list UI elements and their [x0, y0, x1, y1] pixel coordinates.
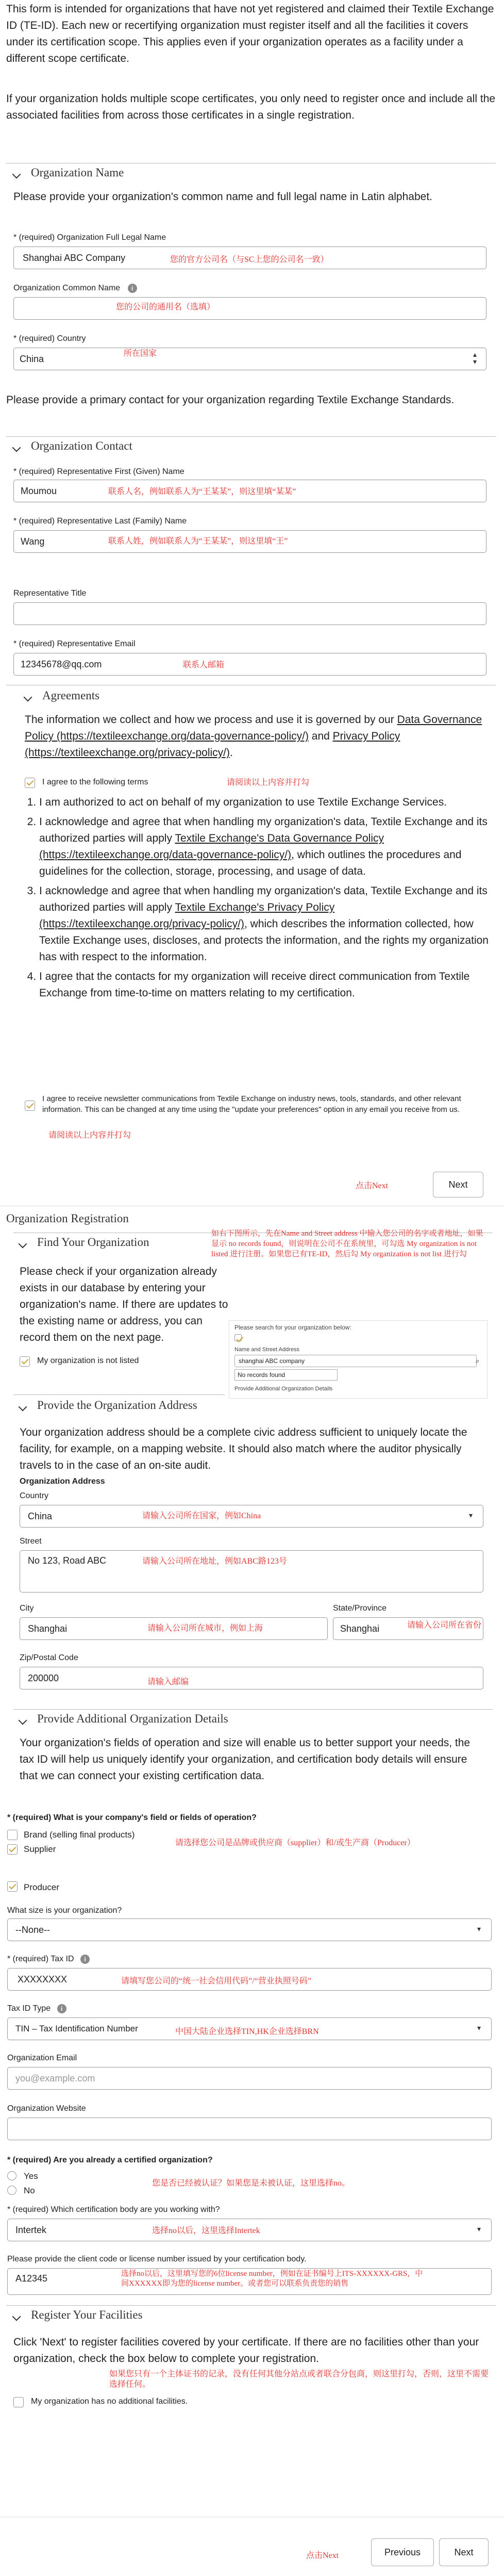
cb-value: Intertek — [15, 2225, 47, 2235]
tax-type-label — [7, 2004, 66, 2013]
info-icon[interactable]: i — [57, 2004, 66, 2013]
size-label: What size is your organization? — [7, 1906, 122, 1915]
full-legal-name-value: Shanghai ABC Company — [23, 253, 126, 263]
agreement-item-3-text-end: , which describes the information collected, how Textile Exchange uses, discloses, and protects the information, and the rights my organization has with respect to the information. — [39, 918, 489, 963]
supplier-checkbox[interactable] — [7, 1844, 18, 1855]
agreement-item-3-text: I acknowledge and agree that when handling my organization's data, Textile Exchange and its authorized parties will apply — [39, 885, 488, 913]
next-button[interactable]: Next — [439, 2538, 489, 2566]
rep-title-input[interactable] — [13, 602, 486, 625]
annotation: 您的官方公司名（与SC上您的公司名一致） — [170, 255, 329, 264]
country-value: China — [20, 354, 44, 364]
privacy-policy-link[interactable]: Privacy Policy (https://textileexchange.org/privacy-policy/) — [25, 730, 400, 759]
annotation: 请输入公司所在地址，例如ABC路123号 — [142, 1557, 287, 1566]
zip-label: Zip/Postal Code — [20, 1653, 78, 1662]
intro-paragraph-1: This form is intended for organizations that have not yet registered and claimed their Textile Exchange ID (TE-ID). Each new or recertifying organization must register itself and all the facilities it covers under its certification scope. This applies even if your organization operates as a facility under a different scope certificate. — [6, 3, 494, 64]
producer-checkbox[interactable] — [7, 1881, 18, 1892]
field-question: * (required) What is your company's field or fields of operation? — [7, 1813, 257, 1822]
org-name-description: Please provide your organization's common name and full legal name in Latin alphabet. — [13, 191, 433, 203]
privacy-policy-link-2[interactable]: Textile Exchange's Privacy Policy (https://textileexchange.org/privacy-policy/) — [39, 901, 335, 930]
tax-id-label — [7, 1955, 90, 1964]
find-description: Please check if your organization already exists in our database by entering your organization's name. If there are updates to the existing name or address, you can record them on the next page. — [20, 1266, 228, 1343]
no-additional-facilities-checkbox[interactable] — [13, 2397, 24, 2407]
info-icon[interactable]: i — [80, 1955, 90, 1964]
agreement-item-1: 1. I am authorized to act on behalf of my organization to use Textile Exchange Services. — [39, 794, 489, 811]
cb-label: * (required) Which certification body are you working with? — [7, 2205, 220, 2214]
divider — [6, 2305, 496, 2306]
mini-heading: Please search for your organization below: — [234, 1324, 351, 1331]
agree-terms-checkbox[interactable] — [25, 778, 35, 788]
last-name-value: Wang — [21, 536, 45, 547]
annotation: 请输入公司所在城市，例如上海 — [147, 1624, 263, 1633]
intro-paragraph-2: If your organization holds multiple scope certificates, you only need to register once and include all the associated facilities from across those certificates in a single registration. — [6, 93, 496, 121]
certified-no-label: No — [24, 2186, 35, 2195]
data-governance-policy-link[interactable]: Textile Exchange's Data Governance Policy (https://textileexchange.org/data-governance-policy/) — [39, 832, 384, 861]
org-email-placeholder: you@example.com — [15, 2073, 95, 2083]
tax-id-value: XXXXXXXX — [18, 1974, 68, 1984]
section-title: Register Your Facilities — [31, 2308, 143, 2321]
not-listed-checkbox[interactable] — [20, 1356, 30, 1367]
annotation: 选择no以后，这里填写您的6位license number，例如在证书编号上ITS-XXXXXX-GRS，中间XXXXXX即为您的license number。或者您可以联系负责您的销售 — [121, 2270, 423, 2288]
section-title: Find Your Organization — [37, 1236, 149, 1249]
next-button[interactable]: Next — [433, 1172, 483, 1197]
agreements-and: and — [308, 730, 333, 742]
divider — [13, 1394, 225, 1395]
mini-field-label: Name and Street Address — [234, 1347, 299, 1353]
contact-intro: Please provide a primary contact for your organization regarding Textile Exchange Standards. — [6, 394, 455, 406]
chevron-down-icon — [19, 1716, 27, 1725]
full-legal-name-label: * (required) Organization Full Legal Name — [13, 233, 166, 242]
certified-yes-radio[interactable] — [7, 2171, 16, 2180]
address-description: Your organization address should be a complete civic address sufficient to uniquely locate the facility, for example, on a mapping website. It should also match where the auditor physically travels to in the case of an on-site audit. — [20, 1426, 467, 1471]
divider — [6, 436, 496, 437]
divider — [13, 1709, 493, 1710]
agreements-intro — [25, 712, 489, 761]
org-website-label: Organization Website — [7, 2104, 86, 2113]
email-value: 12345678@qq.com — [21, 659, 102, 669]
annotation: 请填写您公司的“统一社会信用代码”/“营业执照号码” — [121, 1977, 311, 1986]
agreement-item-2-text: I acknowledge and agree that when handling my organization's data, Textile Exchange and its authorized parties will apply — [39, 816, 488, 844]
mini-provide: Provide Additional Organization Details — [234, 1386, 333, 1392]
first-name-label: * (required) Representative First (Given) Name — [13, 467, 184, 476]
tax-id-label-text: * (required) Tax ID — [7, 1955, 74, 1964]
annotation: 如右下图所示，先在Name and Street address 中输入您公司的名字或者地址，如果显示 no records found，则说明在公司不在系统里，可勾选 My organization is not listed 进行注册。如果您已有TE-ID，然后勾 My organization is not list 进行勾 — [211, 1229, 483, 1258]
state-label: State/Province — [333, 1604, 387, 1613]
chevron-down-icon — [24, 693, 32, 702]
chevron-down-icon: ▾ — [477, 2225, 481, 2233]
country-label: * (required) Country — [13, 334, 86, 343]
tax-type-value: TIN – Tax Identification Number — [15, 2024, 138, 2033]
data-governance-link[interactable]: Data Governance Policy (https://textileexchange.org/data-governance-policy/) — [25, 714, 482, 742]
street-label: Street — [20, 1537, 42, 1546]
size-value: --None-- — [15, 1925, 51, 1935]
zip-value: 200000 — [28, 1673, 59, 1683]
address-heading: Organization Address — [20, 1477, 105, 1486]
common-name-input[interactable] — [13, 297, 486, 320]
addr-country-value: China — [28, 1511, 53, 1521]
annotation: 请输入邮编 — [147, 1678, 189, 1686]
search-example-screenshot — [229, 1320, 488, 1399]
city-value: Shanghai — [28, 1623, 68, 1634]
agreement-item-2-text-end: , which outlines the procedures and guidelines for the collection, storage, processing, and usage of data. — [39, 849, 462, 877]
no-additional-facilities-label: My organization has no additional facilities. — [31, 2397, 188, 2406]
newsletter-label: I agree to receive newsletter communications from Textile Exchange on industry news, tools, standards, and other relevant information. This can be changed at any time using the "update your preferences" option in any email you receive from us. — [42, 1094, 461, 1114]
brand-checkbox[interactable] — [7, 1830, 18, 1840]
size-select[interactable] — [7, 1918, 492, 1941]
chevron-down-icon — [12, 2312, 21, 2321]
state-value: Shanghai — [340, 1623, 380, 1634]
producer-label: Producer — [24, 1882, 59, 1892]
certified-question: * (required) Are you already a certified organization? — [7, 2156, 213, 2164]
annotation: 您是否已经被认证？如果您是未被认证，这里选择no。 — [152, 2179, 350, 2188]
annotation: 如果您只有一个主体证书的记录，没有任何其他分站点或者联合分包商，则这里打勾，否则，这里不需要选择任何。 — [109, 2370, 489, 2389]
section-title: Organization Contact — [31, 439, 132, 452]
mini-result: No records found — [238, 1371, 285, 1379]
certified-yes-label: Yes — [24, 2171, 38, 2181]
info-icon[interactable]: i — [128, 284, 137, 293]
section-title: Agreements — [42, 689, 100, 702]
annotation: 联系人名，例如联系人为“王某某”，则这里填“某某” — [108, 487, 296, 496]
annotation: 中国大陆企业选择TIN,HK企业选择BRN — [175, 2027, 319, 2036]
annotation: 请输入公司所在国家，例如China — [142, 1512, 261, 1520]
agreements-intro-text: The information we collect and how we process and use it is governed by our — [25, 714, 397, 726]
zip-input[interactable] — [20, 1667, 483, 1689]
annotation: 所在国家 — [124, 349, 157, 358]
addr-country-label: Country — [20, 1491, 49, 1500]
annotation: 点击Next — [356, 1182, 389, 1190]
chevron-down-icon: ▾ — [477, 2024, 481, 2032]
section-title: Provide Additional Organization Details — [37, 1712, 228, 1725]
org-website-input[interactable] — [7, 2118, 492, 2140]
agreement-item-4: 4. I agree that the contacts for my organization will receive direct communication from Textile Exchange from time-to-time on matters relating to my certification. — [39, 969, 489, 1002]
common-name-label-text: Organization Common Name — [13, 284, 121, 293]
agreements-period: . — [230, 747, 233, 759]
org-email-label: Organization Email — [7, 2054, 77, 2062]
chevron-down-icon — [12, 444, 21, 452]
street-value: No 123, Road ABC — [28, 1555, 107, 1566]
previous-button[interactable]: Previous — [371, 2538, 434, 2566]
agreement-item-2 — [39, 814, 489, 880]
city-label: City — [20, 1604, 34, 1613]
rep-title-label: Representative Title — [13, 589, 87, 598]
brand-label: Brand (selling final products) — [24, 1830, 135, 1840]
agreement-item-3 — [39, 883, 489, 965]
country-select[interactable] — [13, 348, 486, 370]
chevron-down-icon: ▾ — [469, 1511, 473, 1519]
annotation: 请输入公司所在省份 — [407, 1621, 482, 1630]
agree-terms-label: I agree to the following terms — [42, 778, 148, 786]
registration-header: Organization Registration — [6, 1212, 129, 1225]
agreements-list — [25, 794, 489, 1005]
client-code-label: Please provide the client code or license number issued by your certification body. — [7, 2255, 307, 2263]
not-listed-label: My organization is not listed — [37, 1356, 139, 1365]
chevron-down-icon — [12, 170, 21, 179]
client-code-value: A12345 — [15, 2273, 48, 2284]
section-title: Organization Name — [31, 166, 124, 179]
mini-checkbox — [234, 1334, 242, 1341]
annotation: 请选择您公司是品牌或供应商（supplier）和/或生产商（Producer） — [175, 1839, 415, 1847]
section-title: Provide the Organization Address — [37, 1399, 197, 1412]
tax-type-label-text: Tax ID Type — [7, 2004, 51, 2013]
annotation: 您的公司的通用名（选填） — [116, 303, 215, 311]
facilities-description: Click 'Next' to register facilities covered by your certificate. If there are no facilities other than your organization, check the box below to complete your registration. — [13, 2336, 479, 2365]
supplier-label: Supplier — [24, 1844, 56, 1854]
annotation: 联系人邮箱 — [183, 661, 225, 669]
chevron-down-icon — [19, 1403, 27, 1412]
mini-search-value: shanghai ABC company — [239, 1357, 305, 1365]
first-name-value: Moumou — [21, 486, 57, 496]
common-name-label — [13, 284, 137, 293]
annotation: 点击Next — [306, 2551, 339, 2560]
annotation: 联系人姓，例如联系人为“王某某”，则这里填“王” — [108, 537, 288, 546]
last-name-label: * (required) Representative Last (Family) Name — [13, 517, 187, 526]
annotation: 选择no以后，这里选择Intertek — [152, 2226, 260, 2235]
chevron-down-icon — [19, 1240, 27, 1249]
newsletter-checkbox[interactable] — [25, 1101, 35, 1111]
chevron-down-icon: ▾ — [477, 1925, 481, 1933]
select-arrow-icon: ▴ ▾ — [473, 350, 477, 366]
certified-no-radio[interactable] — [7, 2186, 16, 2195]
email-label: * (required) Representative Email — [13, 639, 136, 648]
annotation: 请阅读以上内容并打勾 — [227, 778, 310, 787]
mini-search-icon: ⌕ — [476, 1357, 480, 1365]
details-description: Your organization's fields of operation and size will enable us to better support your needs, the tax ID will help us uniquely identify your organization, and certification body details will ensure that we can connect your existing certification data. — [20, 1737, 471, 1782]
annotation: 请阅读以上内容并打勾 — [48, 1131, 131, 1140]
